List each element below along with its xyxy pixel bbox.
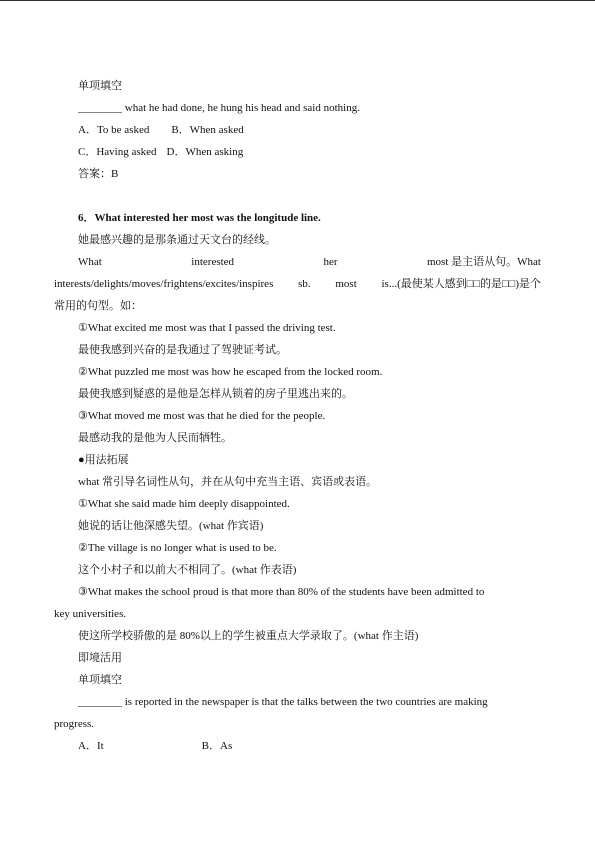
option-b: B．When asked bbox=[171, 124, 244, 136]
item-heading: 6．What interested her most was the longitude line. bbox=[78, 212, 321, 224]
example-3-en: ③What moved me most was that he died for the people. bbox=[78, 410, 326, 422]
expl-word: her bbox=[323, 256, 338, 268]
explanation-line-3: 常用的句型。如： bbox=[54, 300, 142, 312]
item-translation: 她最感兴趣的是那条通过天文台的经线。 bbox=[78, 234, 276, 246]
expl-word: interests/delights/moves/frightens/excites/inspires bbox=[54, 278, 274, 290]
usage-3-en: ③What makes the school proud is that more than 80% of the students have been admitted to bbox=[78, 586, 485, 598]
usage-2-zh: 这个小村子和以前大不相同了。(what 作表语) bbox=[78, 564, 297, 576]
practice-option-a: A．It bbox=[78, 740, 104, 752]
expl-word: What bbox=[78, 256, 102, 268]
practice-title: 即境活用 bbox=[78, 652, 122, 664]
expl-word: is...(最使某人感到□□的是□□)是个 bbox=[381, 278, 541, 290]
practice-question: ________ is reported in the newspaper is that the talks between the two countries are making bbox=[78, 696, 488, 708]
expl-word: sb. bbox=[298, 278, 311, 290]
usage-3-zh: 使这所学校骄傲的是 80%以上的学生被重点大学录取了。(what 作主语) bbox=[78, 630, 419, 642]
example-2-en: ②What puzzled me most was how he escaped from the locked room. bbox=[78, 366, 383, 378]
usage-1-en: ①What she said made him deeply disappointed. bbox=[78, 498, 290, 510]
explanation-line-1 bbox=[78, 255, 541, 269]
options-row-2 bbox=[78, 145, 243, 159]
practice-subtitle: 单项填空 bbox=[78, 674, 122, 686]
option-d: D．When asking bbox=[166, 146, 244, 158]
example-3-zh: 最感动我的是他为人民而牺牲。 bbox=[78, 432, 232, 444]
option-a: A．To be asked bbox=[78, 124, 150, 136]
options-row-1 bbox=[78, 123, 244, 137]
expl-word: interested bbox=[191, 256, 235, 268]
usage-1-zh: 她说的话让他深感失望。(what 作宾语) bbox=[78, 520, 264, 532]
usage-description: what 常引导名词性从句，并在从句中充当主语、宾语或表语。 bbox=[78, 476, 378, 488]
usage-2-en: ②The village is no longer what is used to be. bbox=[78, 542, 277, 554]
expl-word: most bbox=[335, 278, 357, 290]
section-title: 单项填空 bbox=[78, 80, 122, 92]
usage-3-en-cont: key universities. bbox=[54, 608, 127, 620]
example-2-zh: 最使我感到疑惑的是他是怎样从锁着的房子里逃出来的。 bbox=[78, 388, 353, 400]
example-1-zh: 最使我感到兴奋的是我通过了驾驶证考试。 bbox=[78, 344, 287, 356]
practice-options bbox=[78, 739, 232, 753]
usage-title: ●用法拓展 bbox=[78, 454, 129, 466]
question-text: ________ what he had done, he hung his head and said nothing. bbox=[78, 102, 360, 114]
option-c: C．Having asked bbox=[78, 146, 157, 158]
practice-question-cont: progress. bbox=[54, 718, 95, 730]
explanation-line-2 bbox=[54, 277, 541, 291]
answer-text: 答案：B bbox=[78, 168, 119, 180]
expl-word: most 是主语从句。What bbox=[427, 256, 541, 268]
example-1-en: ①What excited me most was that I passed the driving test. bbox=[78, 322, 336, 334]
practice-option-b: B．As bbox=[201, 740, 233, 752]
